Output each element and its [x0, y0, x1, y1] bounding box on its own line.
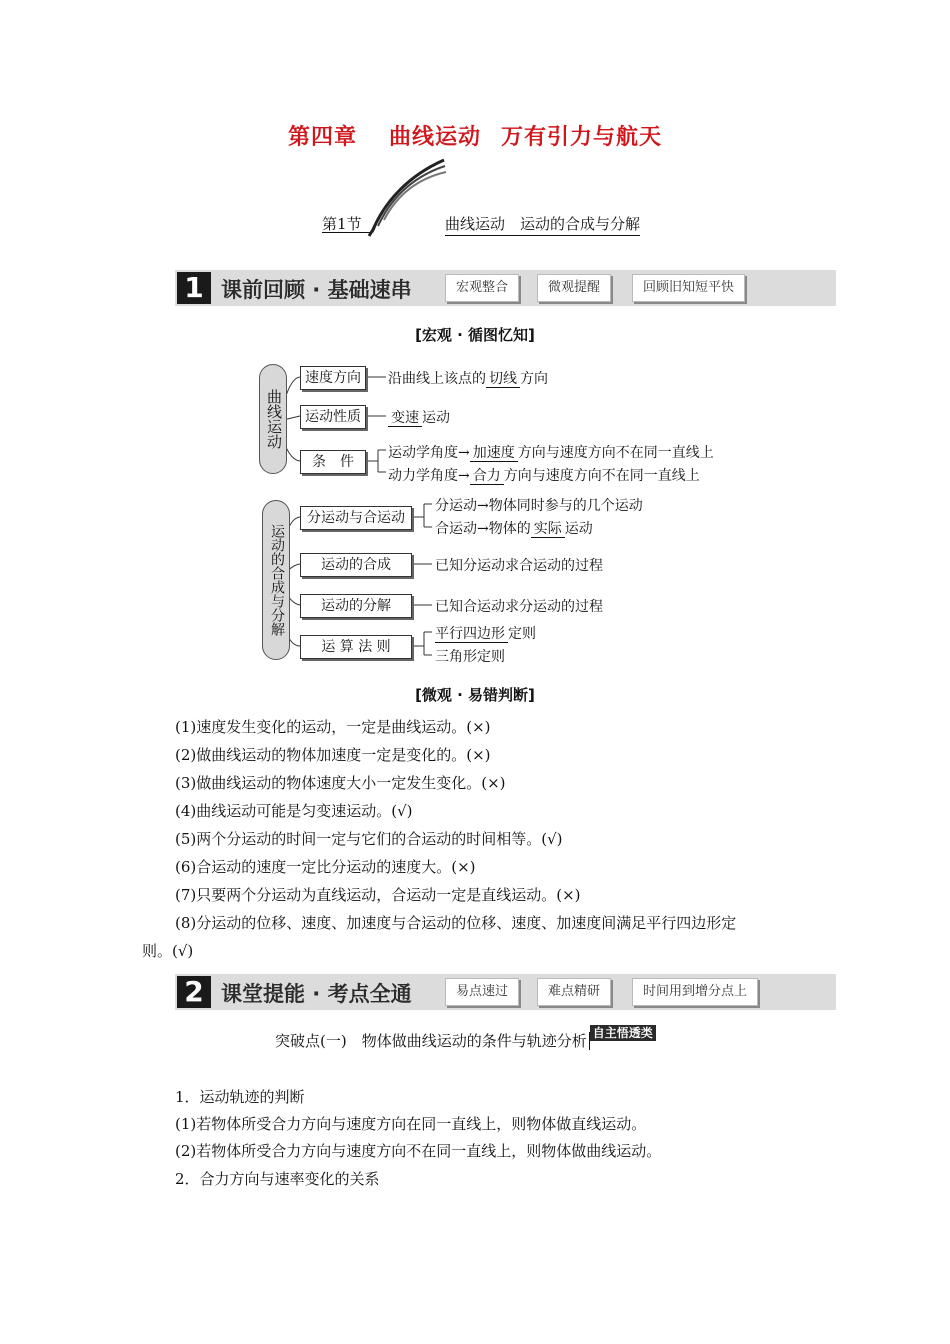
- dynamics-condition-text: 动力学角度→ 合力 方向与速度方向不在同一直线上: [388, 468, 700, 484]
- chapter-number: 第四章: [287, 125, 357, 150]
- breakthrough-title-text: 突破点(一) 物体做曲线运动的条件与轨迹分析: [275, 1032, 590, 1050]
- resultant-motion-text: 合运动→物体的 实际 运动: [435, 521, 593, 537]
- parallelogram-rule-text: 平行四边形 定则: [435, 626, 536, 642]
- motion-nature-box: 运动性质: [300, 405, 366, 429]
- review-old-knowledge-button[interactable]: 回顾旧知短平快: [632, 274, 745, 302]
- judgment-item: (5)两个分运动的时间一定与它们的合运动的时间相等。(√): [175, 830, 563, 848]
- micro-heading: [微观 · 易错判断]: [415, 686, 535, 704]
- banner-number: 1: [177, 272, 211, 304]
- condition-box: 条 件: [300, 450, 366, 474]
- triangle-rule-text: 三角形定则: [435, 649, 505, 665]
- judgment-item: (2)做曲线运动的物体加速度一定是变化的。(×): [175, 746, 491, 764]
- component-resultant-box: 分运动与合运动: [300, 506, 412, 530]
- composition-box: 运动的合成: [300, 553, 412, 577]
- content-heading: 1．运动轨迹的判断: [175, 1088, 305, 1106]
- composition-text: 已知分运动求合运动的过程: [435, 558, 603, 574]
- chapter-name-2: 万有引力与航天: [501, 125, 663, 150]
- judgment-item: (3)做曲线运动的物体速度大小一定发生变化。(×): [175, 774, 506, 792]
- banner-number: 2: [177, 976, 211, 1008]
- micro-reminder-button[interactable]: 微观提醒: [537, 274, 611, 302]
- chapter-name-1: 曲线运动: [388, 125, 481, 150]
- judgment-item: (7)只要两个分运动为直线运动，合运动一定是直线运动。(×): [175, 886, 581, 904]
- content-paragraph: (2)若物体所受合力方向与速度方向不在同一直线上，则物体做曲线运动。: [175, 1142, 662, 1160]
- motion-nature-text: 变速 运动: [388, 407, 450, 427]
- decomposition-box: 运动的分解: [300, 594, 412, 618]
- breakthrough-title: [275, 1026, 656, 1051]
- composition-decomposition-node: 运动的合成与分解: [262, 500, 290, 660]
- velocity-direction-box: 速度方向: [300, 366, 366, 390]
- banner-in-class: [175, 974, 836, 1010]
- macro-summary-button[interactable]: 宏观整合: [445, 274, 519, 302]
- judgment-item: (4)曲线运动可能是匀变速运动。(√): [175, 802, 413, 820]
- decomposition-text: 已知合运动求分运动的过程: [435, 599, 603, 615]
- judgment-item: (8)分运动的位移、速度、加速度与合运动的位移、速度、加速度间满足平行四边形定: [175, 914, 737, 932]
- velocity-direction-text: 沿曲线上该点的 切线 方向: [388, 371, 548, 387]
- macro-heading: [宏观 · 循图忆知]: [415, 326, 535, 344]
- easy-points-button[interactable]: 易点速过: [445, 978, 519, 1006]
- hard-points-button[interactable]: 难点精研: [537, 978, 611, 1006]
- component-motion-text: 分运动→物体同时参与的几个运动: [435, 498, 643, 514]
- judgment-item: (6)合运动的速度一定比分运动的速度大。(×): [175, 858, 476, 876]
- judgment-item: (1)速度发生变化的运动，一定是曲线运动。(×): [175, 718, 491, 736]
- judgment-item-continuation: 则。(√): [142, 942, 194, 960]
- content-paragraph: (1)若物体所受合力方向与速度方向在同一直线上，则物体做直线运动。: [175, 1115, 647, 1133]
- kinematics-condition-text: 运动学角度→ 加速度 方向与速度方向不在同一直线上: [388, 445, 714, 461]
- section-title: 曲线运动 运动的合成与分解: [445, 213, 640, 236]
- curve-motion-node: 曲线运动: [259, 364, 287, 474]
- self-study-seal: 自主悟透类: [590, 1025, 656, 1041]
- score-points-button[interactable]: 时间用到增分点上: [632, 978, 758, 1006]
- section-number: 第1节: [322, 215, 362, 233]
- content-heading: 2．合力方向与速率变化的关系: [175, 1170, 380, 1188]
- banner-title: 课堂提能 · 考点全通: [221, 982, 412, 1006]
- operation-rule-box: 运 算 法 则: [300, 635, 412, 659]
- banner-title: 课前回顾 · 基础速串: [221, 278, 412, 302]
